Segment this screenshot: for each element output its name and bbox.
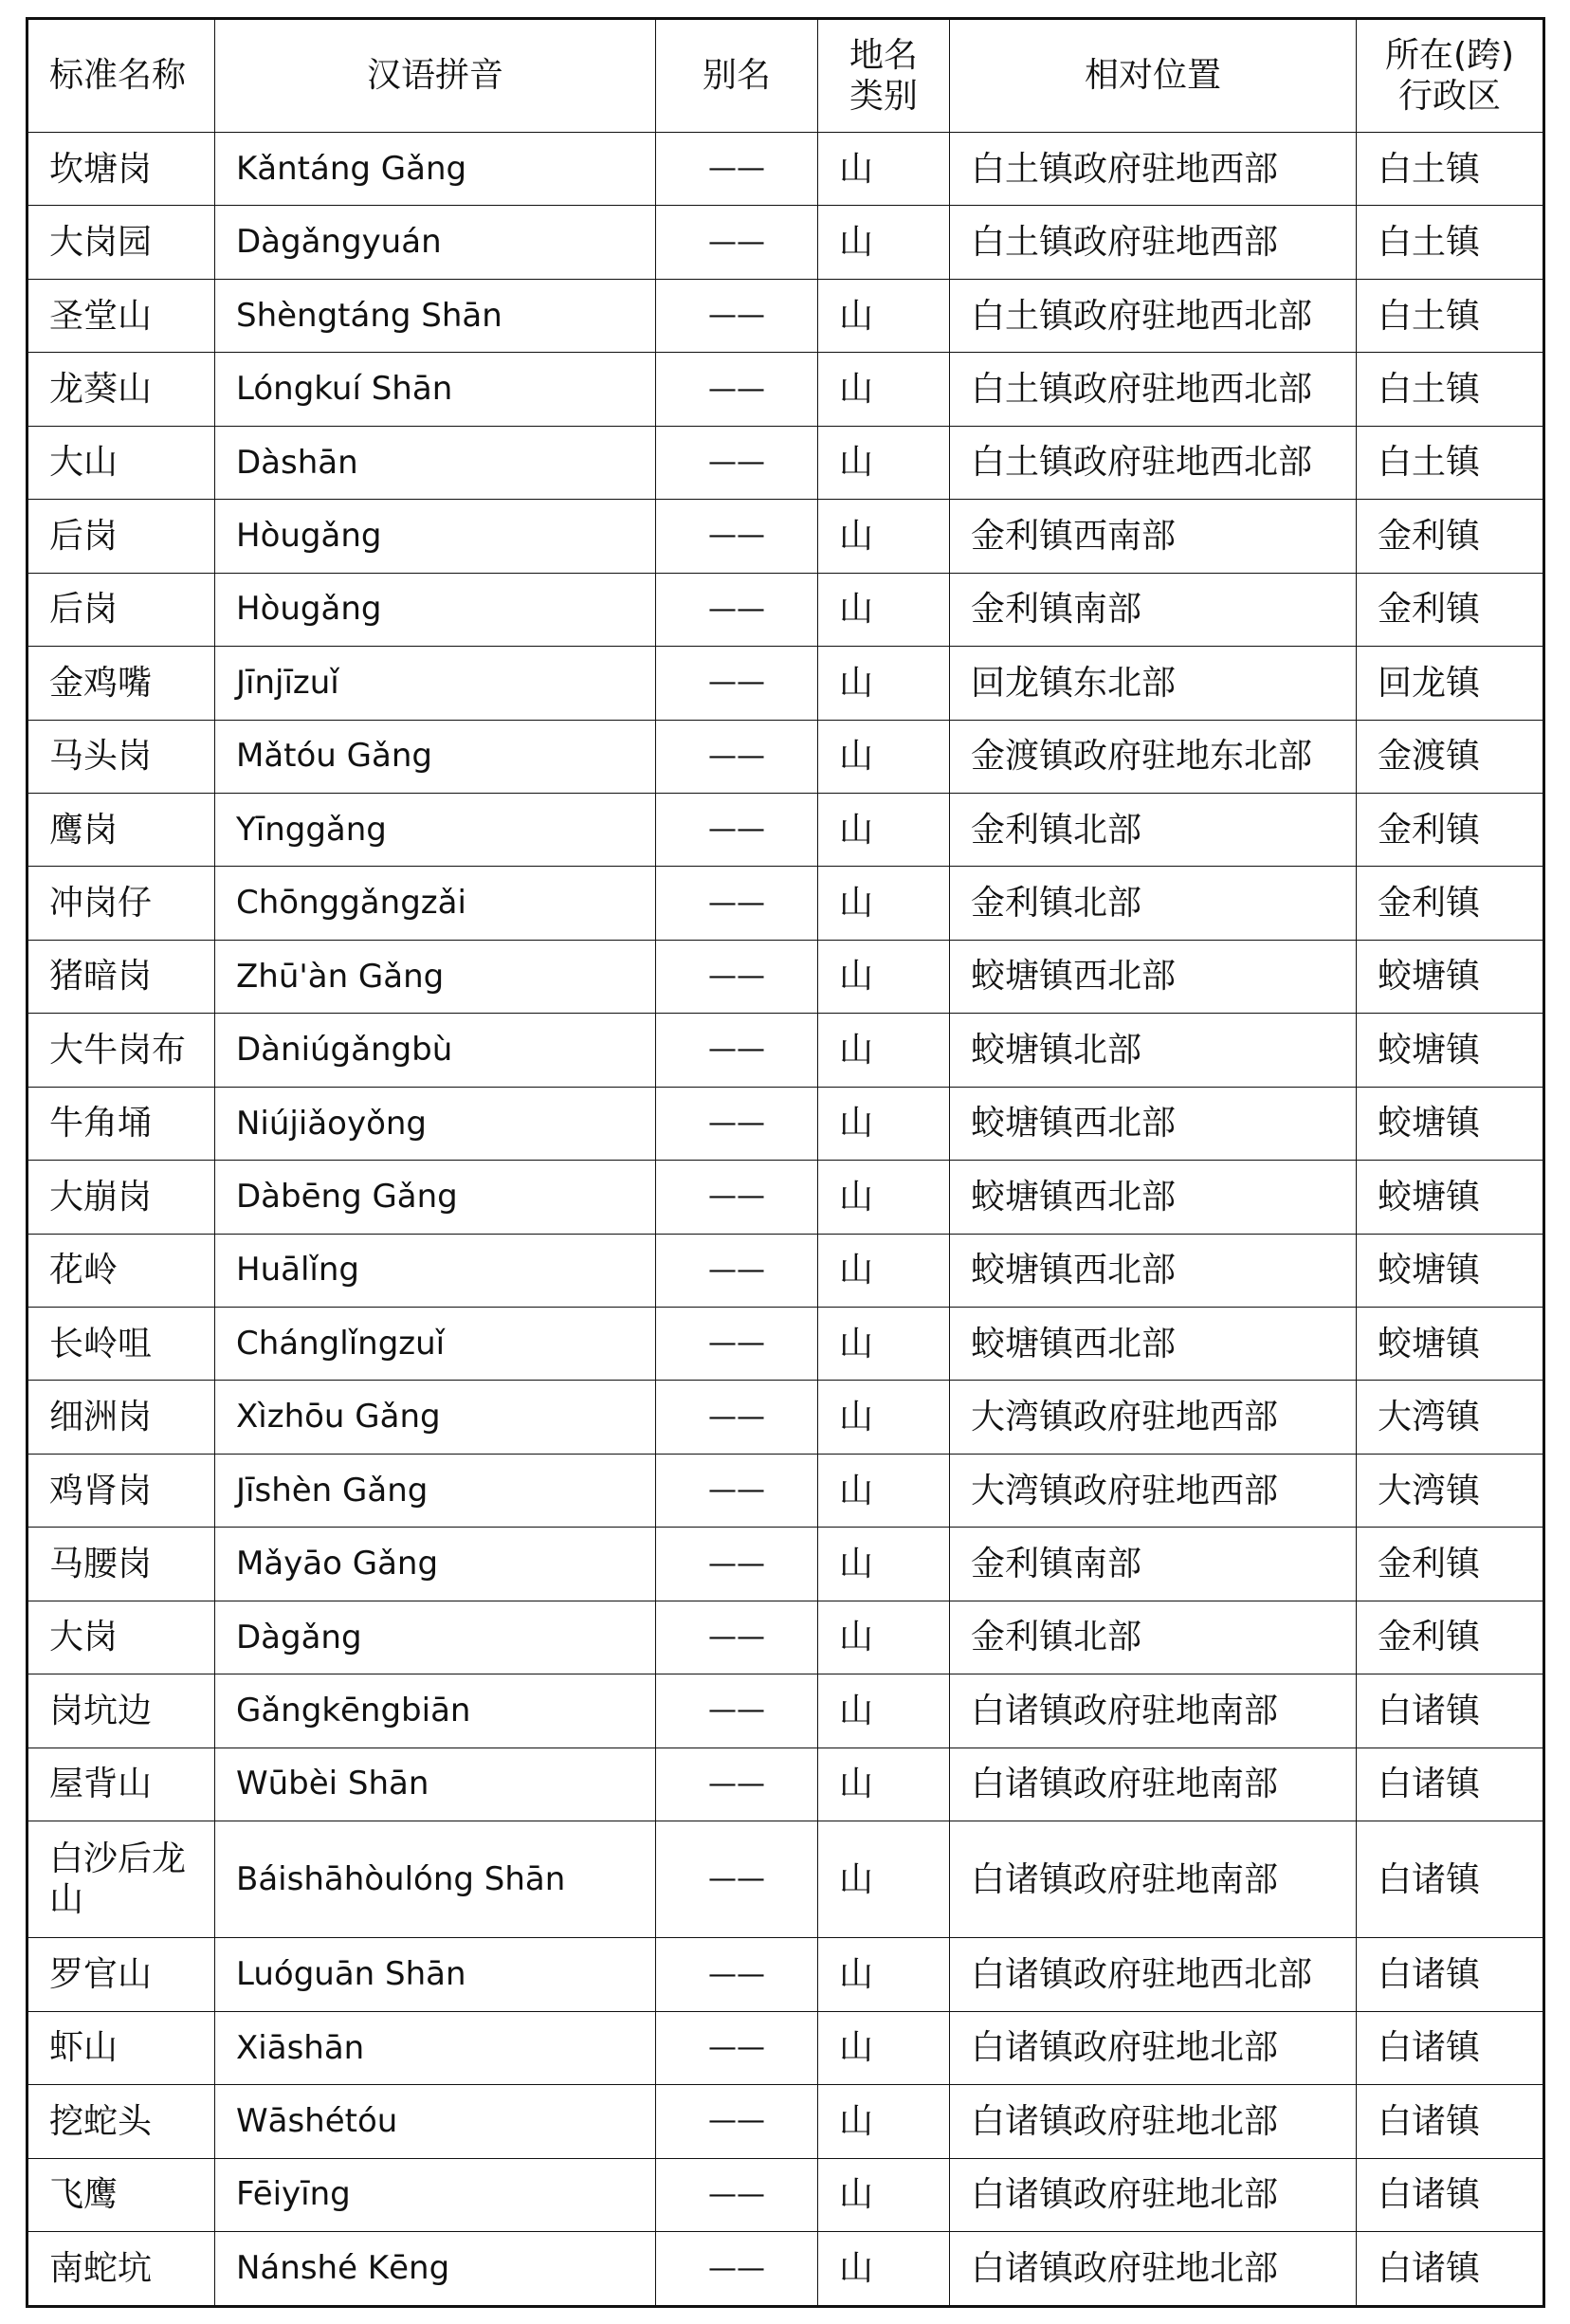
cell-place-type: 山: [818, 940, 950, 1013]
table-row: [27, 206, 1544, 279]
table-row: [27, 500, 1544, 573]
cell-standard-name: 鸡肾岗: [27, 1454, 215, 1527]
cell-district: 金利镇: [1357, 867, 1544, 940]
cell-relative-location: 蛟塘镇北部: [950, 1014, 1357, 1087]
cell-standard-name: 虾山: [27, 2011, 215, 2084]
cell-standard-name: 坎塘岗: [27, 133, 215, 206]
cell-district: 蛟塘镇: [1357, 1234, 1544, 1307]
cell-pinyin: Huālǐng: [215, 1234, 656, 1307]
table-row: [27, 1528, 1544, 1601]
cell-district: 白诸镇: [1357, 1938, 1544, 2011]
cell-alias: ——: [656, 1014, 818, 1087]
table-header: [27, 19, 1544, 133]
cell-place-type: 山: [818, 206, 950, 279]
table-row: [27, 2085, 1544, 2158]
cell-place-type: 山: [818, 2085, 950, 2158]
cell-standard-name: 大山: [27, 426, 215, 499]
table-row: [27, 1161, 1544, 1234]
cell-pinyin: Wūbèi Shān: [215, 1748, 656, 1821]
table-row: [27, 1674, 1544, 1748]
cell-standard-name: 飞鹰: [27, 2158, 215, 2231]
cell-alias: ——: [656, 1087, 818, 1160]
cell-relative-location: 金利镇北部: [950, 1601, 1357, 1674]
cell-place-type: 山: [818, 1308, 950, 1381]
table-row: [27, 1454, 1544, 1527]
cell-pinyin: Mǎtóu Gǎng: [215, 720, 656, 793]
cell-pinyin: Dàgǎngyuán: [215, 206, 656, 279]
cell-district: 大湾镇: [1357, 1381, 1544, 1454]
table-row: [27, 1234, 1544, 1307]
header-district-line2: 行政区: [1397, 77, 1501, 116]
cell-place-type: 山: [818, 720, 950, 793]
cell-alias: ——: [656, 353, 818, 426]
cell-place-type: 山: [818, 1938, 950, 2011]
cell-place-type: 山: [818, 1821, 950, 1938]
cell-pinyin: Hòugǎng: [215, 500, 656, 573]
cell-pinyin: Báishāhòulóng Shān: [215, 1821, 656, 1938]
cell-district: 金渡镇: [1357, 720, 1544, 793]
table-row: [27, 940, 1544, 1013]
cell-alias: ——: [656, 1601, 818, 1674]
cell-alias: ——: [656, 1674, 818, 1748]
cell-relative-location: 蛟塘镇西北部: [950, 1234, 1357, 1307]
cell-place-type: 山: [818, 2158, 950, 2231]
cell-standard-name: 白沙后龙山: [27, 1821, 215, 1938]
table-row: [27, 1601, 1544, 1674]
cell-place-type: 山: [818, 1674, 950, 1748]
cell-alias: ——: [656, 133, 818, 206]
table-row: [27, 1087, 1544, 1160]
cell-standard-name: 大崩岗: [27, 1161, 215, 1234]
cell-standard-name: 龙葵山: [27, 353, 215, 426]
table-row: [27, 2232, 1544, 2307]
table-row: [27, 1014, 1544, 1087]
cell-standard-name: 牛角埇: [27, 1087, 215, 1160]
cell-relative-location: 白诸镇政府驻地南部: [950, 1674, 1357, 1748]
cell-district: 蛟塘镇: [1357, 1161, 1544, 1234]
cell-alias: ——: [656, 1308, 818, 1381]
cell-alias: ——: [656, 720, 818, 793]
cell-place-type: 山: [818, 573, 950, 646]
cell-district: 金利镇: [1357, 500, 1544, 573]
header-place-type: [818, 19, 950, 133]
header-relative-location: 相对位置: [950, 19, 1357, 133]
cell-district: 白土镇: [1357, 426, 1544, 499]
cell-alias: ——: [656, 426, 818, 499]
cell-alias: ——: [656, 2011, 818, 2084]
cell-pinyin: Dàshān: [215, 426, 656, 499]
cell-district: 白诸镇: [1357, 2085, 1544, 2158]
cell-alias: ——: [656, 1528, 818, 1601]
cell-district: 白诸镇: [1357, 1821, 1544, 1938]
cell-standard-name: 南蛇坑: [27, 2232, 215, 2307]
cell-place-type: 山: [818, 793, 950, 866]
cell-standard-name: 屋背山: [27, 1748, 215, 1821]
cell-district: 白诸镇: [1357, 2158, 1544, 2231]
cell-place-type: 山: [818, 1087, 950, 1160]
cell-pinyin: Nánshé Kēng: [215, 2232, 656, 2307]
cell-relative-location: 白土镇政府驻地西北部: [950, 426, 1357, 499]
header-row: [27, 19, 1544, 133]
cell-district: 白土镇: [1357, 353, 1544, 426]
cell-alias: ——: [656, 279, 818, 352]
cell-place-type: 山: [818, 1014, 950, 1087]
place-names-table: [26, 17, 1545, 2308]
header-place-type-line1: 地名: [849, 35, 918, 75]
cell-alias: ——: [656, 1454, 818, 1527]
cell-relative-location: 金利镇南部: [950, 1528, 1357, 1601]
cell-standard-name: 圣堂山: [27, 279, 215, 352]
cell-place-type: 山: [818, 2011, 950, 2084]
cell-relative-location: 金利镇南部: [950, 573, 1357, 646]
cell-district: 金利镇: [1357, 1601, 1544, 1674]
cell-standard-name: 细洲岗: [27, 1381, 215, 1454]
table-row: [27, 279, 1544, 352]
cell-district: 白诸镇: [1357, 1674, 1544, 1748]
cell-pinyin: Yīnggǎng: [215, 793, 656, 866]
cell-relative-location: 白土镇政府驻地西北部: [950, 353, 1357, 426]
cell-district: 白诸镇: [1357, 2011, 1544, 2084]
cell-district: 金利镇: [1357, 1528, 1544, 1601]
cell-pinyin: Mǎyāo Gǎng: [215, 1528, 656, 1601]
cell-district: 大湾镇: [1357, 1454, 1544, 1527]
cell-standard-name: 冲岗仔: [27, 867, 215, 940]
cell-pinyin: Dàbēng Gǎng: [215, 1161, 656, 1234]
cell-district: 白诸镇: [1357, 1748, 1544, 1821]
cell-district: 蛟塘镇: [1357, 940, 1544, 1013]
cell-district: 白诸镇: [1357, 2232, 1544, 2307]
cell-pinyin: Chánglǐngzuǐ: [215, 1308, 656, 1381]
cell-alias: ——: [656, 793, 818, 866]
cell-district: 金利镇: [1357, 573, 1544, 646]
table-row: [27, 647, 1544, 720]
header-place-type-line2: 类别: [849, 77, 918, 116]
cell-alias: ——: [656, 500, 818, 573]
table-row: [27, 426, 1544, 499]
cell-pinyin: Niújiǎoyǒng: [215, 1087, 656, 1160]
cell-relative-location: 蛟塘镇西北部: [950, 940, 1357, 1013]
cell-standard-name: 马腰岗: [27, 1528, 215, 1601]
cell-pinyin: Hòugǎng: [215, 573, 656, 646]
cell-relative-location: 白土镇政府驻地西部: [950, 133, 1357, 206]
cell-pinyin: Jīnjīzuǐ: [215, 647, 656, 720]
cell-relative-location: 蛟塘镇西北部: [950, 1308, 1357, 1381]
cell-alias: ——: [656, 940, 818, 1013]
cell-alias: ——: [656, 2158, 818, 2231]
cell-alias: ——: [656, 206, 818, 279]
cell-pinyin: Shèngtáng Shān: [215, 279, 656, 352]
cell-standard-name: 岗坑边: [27, 1674, 215, 1748]
cell-alias: ——: [656, 1748, 818, 1821]
cell-relative-location: 大湾镇政府驻地西部: [950, 1381, 1357, 1454]
cell-standard-name: 猪暗岗: [27, 940, 215, 1013]
cell-relative-location: 金渡镇政府驻地东北部: [950, 720, 1357, 793]
table-row: [27, 353, 1544, 426]
cell-place-type: 山: [818, 279, 950, 352]
cell-alias: ——: [656, 1161, 818, 1234]
cell-district: 蛟塘镇: [1357, 1014, 1544, 1087]
table-row: [27, 2011, 1544, 2084]
cell-district: 金利镇: [1357, 793, 1544, 866]
cell-place-type: 山: [818, 1161, 950, 1234]
header-district: [1357, 19, 1544, 133]
cell-relative-location: 金利镇北部: [950, 867, 1357, 940]
cell-standard-name: 马头岗: [27, 720, 215, 793]
cell-district: 白土镇: [1357, 206, 1544, 279]
cell-place-type: 山: [818, 1454, 950, 1527]
cell-standard-name: 大岗: [27, 1601, 215, 1674]
cell-relative-location: 金利镇北部: [950, 793, 1357, 866]
cell-standard-name: 长岭咀: [27, 1308, 215, 1381]
cell-pinyin: Dàgǎng: [215, 1601, 656, 1674]
cell-pinyin: Dàniúgǎngbù: [215, 1014, 656, 1087]
cell-relative-location: 白诸镇政府驻地北部: [950, 2085, 1357, 2158]
cell-district: 白土镇: [1357, 279, 1544, 352]
cell-district: 蛟塘镇: [1357, 1308, 1544, 1381]
table-row: [27, 573, 1544, 646]
cell-alias: ——: [656, 573, 818, 646]
cell-relative-location: 大湾镇政府驻地西部: [950, 1454, 1357, 1527]
cell-standard-name: 大牛岗布: [27, 1014, 215, 1087]
cell-relative-location: 白诸镇政府驻地北部: [950, 2232, 1357, 2307]
table-row: [27, 720, 1544, 793]
cell-relative-location: 回龙镇东北部: [950, 647, 1357, 720]
cell-relative-location: 白诸镇政府驻地南部: [950, 1821, 1357, 1938]
cell-relative-location: 蛟塘镇西北部: [950, 1161, 1357, 1234]
cell-alias: ——: [656, 647, 818, 720]
cell-pinyin: Fēiyīng: [215, 2158, 656, 2231]
cell-place-type: 山: [818, 426, 950, 499]
cell-place-type: 山: [818, 647, 950, 720]
header-district-line1: 所在(跨): [1384, 35, 1515, 75]
cell-alias: ——: [656, 1821, 818, 1938]
cell-pinyin: Xiāshān: [215, 2011, 656, 2084]
cell-place-type: 山: [818, 1381, 950, 1454]
cell-pinyin: Xìzhōu Gǎng: [215, 1381, 656, 1454]
cell-pinyin: Wāshétóu: [215, 2085, 656, 2158]
cell-place-type: 山: [818, 1234, 950, 1307]
table-row: [27, 793, 1544, 866]
table-row: [27, 1821, 1544, 1938]
cell-alias: ——: [656, 1381, 818, 1454]
header-pinyin: 汉语拼音: [215, 19, 656, 133]
cell-district: 蛟塘镇: [1357, 1087, 1544, 1160]
cell-alias: ——: [656, 1234, 818, 1307]
cell-alias: ——: [656, 1938, 818, 2011]
cell-alias: ——: [656, 867, 818, 940]
cell-place-type: 山: [818, 133, 950, 206]
cell-standard-name: 大岗园: [27, 206, 215, 279]
cell-relative-location: 白诸镇政府驻地北部: [950, 2011, 1357, 2084]
cell-pinyin: Chōnggǎngzǎi: [215, 867, 656, 940]
cell-place-type: 山: [818, 1528, 950, 1601]
cell-relative-location: 白诸镇政府驻地西北部: [950, 1938, 1357, 2011]
cell-standard-name: 花岭: [27, 1234, 215, 1307]
cell-pinyin: Zhū'àn Gǎng: [215, 940, 656, 1013]
cell-relative-location: 金利镇西南部: [950, 500, 1357, 573]
cell-district: 白土镇: [1357, 133, 1544, 206]
table-row: [27, 2158, 1544, 2231]
cell-place-type: 山: [818, 353, 950, 426]
cell-standard-name: 后岗: [27, 573, 215, 646]
table-row: [27, 133, 1544, 206]
table-body: [27, 133, 1544, 2307]
table-row: [27, 867, 1544, 940]
cell-place-type: 山: [818, 1601, 950, 1674]
cell-standard-name: 鹰岗: [27, 793, 215, 866]
header-alias: 别名: [656, 19, 818, 133]
cell-place-type: 山: [818, 867, 950, 940]
table-row: [27, 1381, 1544, 1454]
cell-relative-location: 白诸镇政府驻地北部: [950, 2158, 1357, 2231]
table-row: [27, 1308, 1544, 1381]
cell-standard-name: 后岗: [27, 500, 215, 573]
cell-alias: ——: [656, 2085, 818, 2158]
cell-district: 回龙镇: [1357, 647, 1544, 720]
table-row: [27, 1938, 1544, 2011]
cell-standard-name: 罗官山: [27, 1938, 215, 2011]
cell-place-type: 山: [818, 2232, 950, 2307]
table-row: [27, 1748, 1544, 1821]
cell-relative-location: 白土镇政府驻地西北部: [950, 279, 1357, 352]
cell-pinyin: Luóguān Shān: [215, 1938, 656, 2011]
cell-pinyin: Gǎngkēngbiān: [215, 1674, 656, 1748]
cell-alias: ——: [656, 2232, 818, 2307]
cell-standard-name: 挖蛇头: [27, 2085, 215, 2158]
cell-relative-location: 白土镇政府驻地西部: [950, 206, 1357, 279]
cell-pinyin: Lóngkuí Shān: [215, 353, 656, 426]
cell-place-type: 山: [818, 1748, 950, 1821]
cell-relative-location: 白诸镇政府驻地南部: [950, 1748, 1357, 1821]
cell-pinyin: Jīshèn Gǎng: [215, 1454, 656, 1527]
cell-standard-name: 金鸡嘴: [27, 647, 215, 720]
cell-relative-location: 蛟塘镇西北部: [950, 1087, 1357, 1160]
header-standard-name: 标准名称: [27, 19, 215, 133]
cell-place-type: 山: [818, 500, 950, 573]
cell-pinyin: Kǎntáng Gǎng: [215, 133, 656, 206]
